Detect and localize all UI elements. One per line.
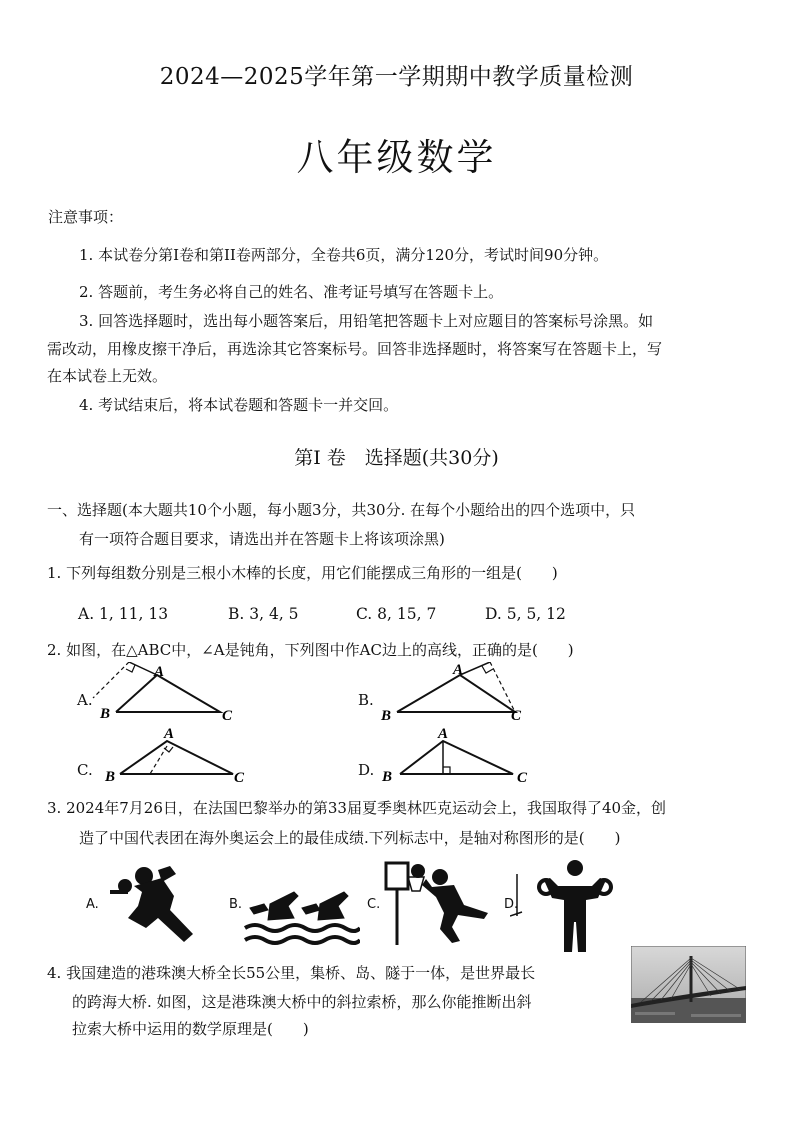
q1-option-b: B. 3, 4, 5 xyxy=(228,605,299,623)
q2d-vertex-b: B xyxy=(382,769,393,785)
q3-stem-cont: 造了中国代表团在海外奥运会上的最佳成绩.下列标志中，是轴对称图形的是( ) xyxy=(79,829,621,847)
high-jump-bar-icon xyxy=(510,872,524,922)
q2-figure-b xyxy=(375,662,535,722)
note-item-3-cont: 需改动，用橡皮擦干净后，再选涂其它答案标号。回答非选择题时，将答案写在答题卡上，写 xyxy=(47,340,663,358)
note-item-4: 4. 考试结束后，将本试卷题和答题卡一并交回。 xyxy=(79,396,399,414)
note-item-3: 3. 回答选择题时，选出每小题答案后，用铅笔把答题卡上对应题目的答案标号涂黑。如 xyxy=(79,312,654,330)
table-tennis-icon xyxy=(98,862,208,947)
section-title: 第Ⅰ 卷 选择题(共30分) xyxy=(294,447,499,469)
q2c-vertex-b: B xyxy=(105,769,116,785)
note-item-1: 1. 本试卷分第I卷和第II卷两部分，全卷共6页，满分120分，考试时间90分钟。 xyxy=(79,246,609,264)
q2-option-a-label: A. xyxy=(77,691,93,709)
q2c-vertex-a: A xyxy=(164,726,175,742)
q3-stem: 3. 2024年7月26日，在法国巴黎举办的第33届夏季奥林匹克运动会上，我国取得了40金，创 xyxy=(47,799,667,817)
q2-figure-d xyxy=(378,726,538,786)
q2d-vertex-a: A xyxy=(438,726,449,742)
q2-figure-a xyxy=(90,662,250,722)
q2c-vertex-c: C xyxy=(234,770,245,786)
q3-option-b-label: B. xyxy=(229,897,243,912)
q3-option-a-label: A. xyxy=(86,897,99,912)
q2a-vertex-c: C xyxy=(222,708,233,722)
note-item-2: 2. 答题前，考生务必将自己的姓名、准考证号填写在答题卡上。 xyxy=(79,283,504,301)
q1-option-c: C. 8, 15, 7 xyxy=(356,605,437,623)
q1-option-d: D. 5, 5, 12 xyxy=(485,605,566,623)
q2-figure-c xyxy=(100,726,260,786)
q2b-vertex-c: C xyxy=(511,708,522,722)
q2b-vertex-a: A xyxy=(453,662,464,678)
note-item-3-cont2: 在本试卷上无效。 xyxy=(47,367,168,385)
q2-option-c-label: C. xyxy=(77,761,93,779)
notes-heading: 注意事项： xyxy=(48,208,124,226)
exam-title: 2024—2025学年第一学期期中教学质量检测 xyxy=(159,64,634,90)
q4-stem-cont: 的跨海大桥. 如图，这是港珠澳大桥中的斜拉索桥，那么你能推断出斜 xyxy=(72,993,532,1011)
section-instruction: 一、选择题(本大题共10个小题，每小题3分，共30分. 在每个小题给出的四个选项中，只 xyxy=(47,501,636,519)
q2-option-b-label: B. xyxy=(358,691,374,709)
q2a-vertex-a: A xyxy=(154,664,165,680)
q2a-vertex-b: B xyxy=(100,706,111,722)
q4-stem-cont2: 拉索大桥中运用的数学原理是( ) xyxy=(72,1020,309,1038)
gymnastics-rings-icon xyxy=(536,852,616,954)
q3-option-c-label: C. xyxy=(367,897,381,912)
basketball-icon xyxy=(378,857,498,947)
q1-option-a: A. 1, 11, 13 xyxy=(78,605,169,623)
q2-option-d-label: D. xyxy=(358,761,375,779)
q2d-vertex-c: C xyxy=(517,770,528,786)
bridge-photo xyxy=(631,946,746,1023)
q2-stem: 2. 如图，在△ABC中，∠A是钝角，下列图中作AC边上的高线，正确的是( ) xyxy=(47,641,574,659)
subject-title: 八年级数学 xyxy=(296,136,497,179)
section-instruction-cont: 有一项符合题目要求，请选出并在答题卡上将该项涂黑) xyxy=(79,530,445,548)
q3-option-d-label: D. xyxy=(504,897,519,912)
synchronized-swimming-icon xyxy=(240,878,360,948)
q1-stem: 1. 下列每组数分别是三根小木棒的长度，用它们能摆成三角形的一组是( ) xyxy=(47,564,558,582)
q4-stem: 4. 我国建造的港珠澳大桥全长55公里，集桥、岛、隧于一体，是世界最长 xyxy=(47,964,536,982)
q2b-vertex-b: B xyxy=(381,708,392,722)
